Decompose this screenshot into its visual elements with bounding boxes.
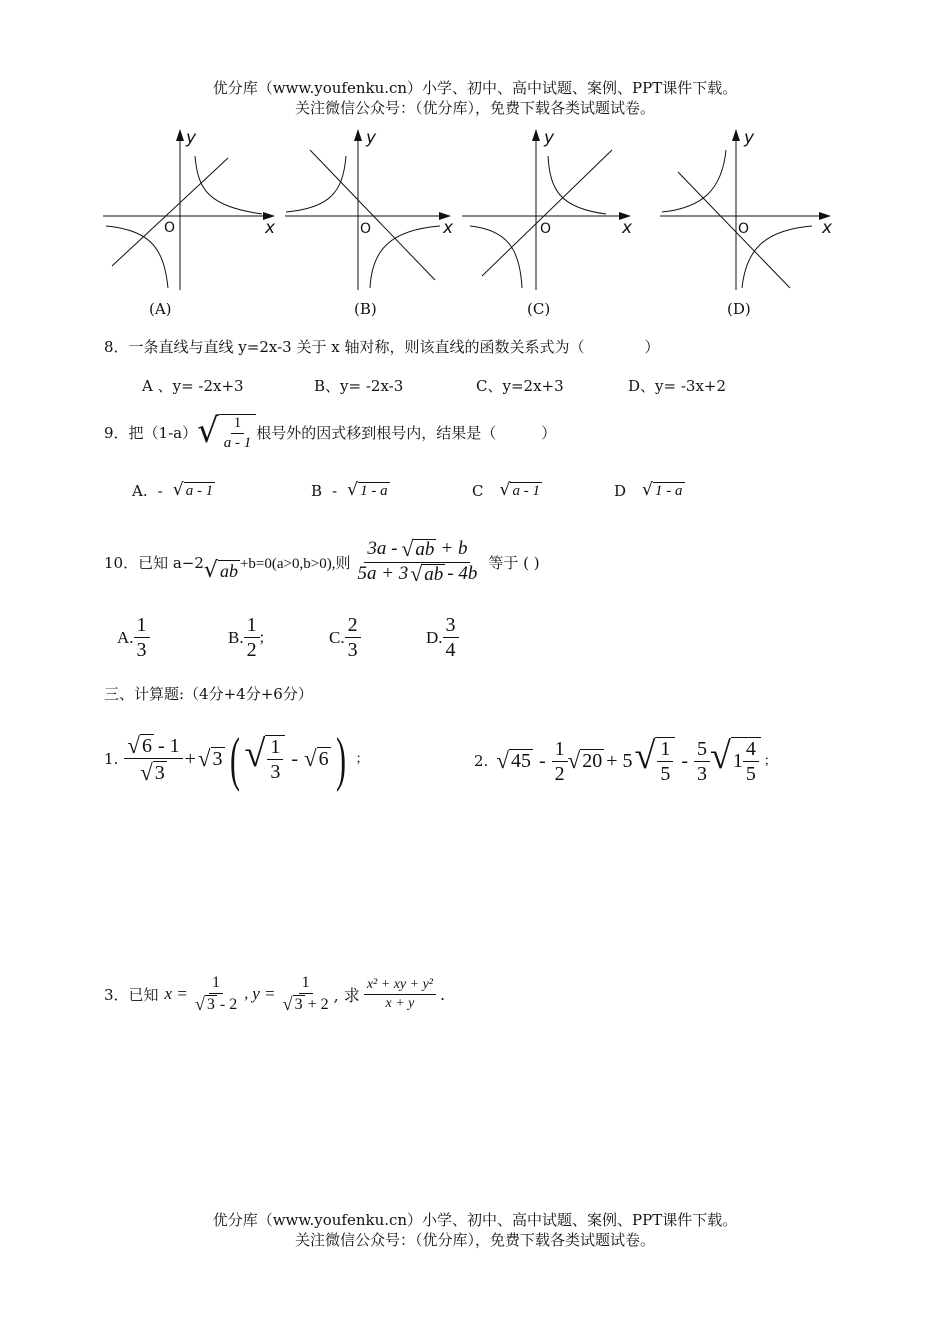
graph-a-origin: O: [164, 220, 176, 236]
problem-2: 2. √ 45 - $\frac{1}{2}$ √ 20 + 5 √ $\frac{1}{5}$ - $\frac{5}{3}$ √ 1 $\frac{4}{5}$ ;: [474, 735, 769, 785]
graph-c-origin: O: [540, 221, 552, 237]
problem-2-f-den: 5: [660, 763, 671, 785]
q10-option-d-den: 4: [445, 639, 456, 661]
problem-2-mixed-whole: 1: [732, 750, 743, 772]
problem-2-half-num: 1: [552, 738, 568, 762]
problem-1-rad6: 6: [318, 748, 329, 770]
q10-stem: 10．已知 a−2 √ ab +b=0(a>0,b>0),则 3a - √ ab + b 5a + 3 √ ab - 4b 等于 ( ): [104, 536, 540, 586]
q10-num-b: + b: [440, 538, 468, 560]
q8-option-b: B、y= -2x-3: [314, 377, 404, 395]
problem-3-expr-num: x² + xy + y²: [364, 977, 436, 994]
problem-3-end: .: [440, 984, 446, 1004]
graph-b-y-label: y: [366, 128, 377, 148]
q9-option-a-sign: -: [157, 482, 163, 500]
q10-option-a-den: 3: [136, 639, 147, 661]
problem-2-plus5: + 5: [606, 749, 633, 772]
graph-d-origin: O: [738, 221, 750, 237]
q8-option-c: C、y=2x+3: [476, 377, 564, 395]
q9-option-d-label: D: [614, 482, 627, 500]
problem-3-x-var: x =: [164, 984, 188, 1003]
problem-2-r20: 20: [582, 750, 603, 772]
q10-option-d: [426, 614, 459, 661]
problem-1-inner-den: 3: [270, 761, 281, 783]
graph-c-line: [482, 150, 612, 276]
q9-option-b-label: B: [311, 482, 323, 500]
graph-b: [285, 130, 450, 290]
graph-d-curve-2: [742, 226, 812, 288]
q10-radicand: ab: [219, 561, 238, 581]
graph-d-x-label: x: [822, 218, 833, 238]
graph-a-curve-2: [106, 226, 168, 288]
problem-1: 1. √ 6 - 1 √ 3 + √ 3 ( √ $\frac{1}{3}$ - √ 6 ) ;: [104, 726, 361, 792]
q10-fraction: 3a - √ ab + b 5a + 3 √ ab - 4b: [357, 536, 478, 586]
q9-frac-num: 1: [231, 415, 245, 434]
graph-c-x-label: x: [622, 218, 633, 238]
q10-middle: +b=0(a>0,b>0),则: [239, 555, 351, 572]
q10-option-c-label: C.: [329, 627, 345, 647]
q10-option-b-num: 1: [244, 614, 260, 638]
graph-a-label: (A): [149, 300, 172, 318]
q8-option-a: A 、y= -2x+3: [142, 377, 244, 395]
q9-option-b-radicand: 1 - a: [360, 483, 388, 499]
problem-2-r45: 45: [510, 750, 531, 772]
q9-frac-den: a - 1: [223, 434, 252, 451]
problem-3-y-den-tail: + 2: [307, 995, 329, 1013]
problem-1-minus: -: [291, 747, 299, 770]
problem-3-label: 3．已知: [104, 985, 159, 1004]
problem-3-x-den-tail: - 2: [219, 995, 238, 1013]
q10-option-c: [329, 614, 361, 661]
graph-d-line: [678, 172, 790, 288]
q10-option-b-label: B.: [228, 627, 244, 647]
problem-1-num-tail: - 1: [157, 734, 180, 757]
q9-radical: √ $\frac{1}{a - 1}$: [197, 414, 256, 451]
graph-b-label: (B): [354, 300, 377, 318]
problem-3: 3．已知 x = 1 √ 3 - 2 , y = 1 √ 3 + 2 , 求 $\frac{\text{x² + xy + y²}}{x + y}$ .: [104, 974, 446, 1014]
graph-c: [462, 130, 630, 290]
q10-den-rad: ab: [424, 563, 444, 585]
graph-d-y-label: y: [744, 128, 755, 148]
problem-1-label: 1.: [104, 750, 119, 768]
graph-d-label: (D): [727, 300, 751, 318]
problem-3-seek: , 求: [333, 985, 360, 1005]
problem-1-den-rad: 3: [154, 761, 165, 784]
q10-option-d-num: 3: [443, 614, 459, 638]
graph-d: [660, 130, 830, 290]
problem-2-minus-1: -: [538, 749, 546, 772]
q10-num-rad: ab: [415, 538, 435, 560]
header-line-2: 关注微信公众号：（优分库），免费下载各类试题试卷。: [294, 99, 655, 117]
q8-option-d: D、y= -3x+2: [628, 377, 727, 395]
problem-1-inner-num: 1: [267, 736, 283, 760]
q10-num-a: 3a -: [367, 538, 398, 560]
q10-option-a-label: A.: [117, 627, 134, 647]
graph-a-curve-1: [195, 156, 262, 214]
q10-prefix: 10．已知 a−2: [104, 553, 204, 572]
q9-option-a-label: A.: [132, 482, 148, 500]
q9-option-c-label: C: [472, 482, 484, 500]
q9-option-b-sign: -: [332, 482, 338, 500]
problem-3-x-num: 1: [209, 974, 223, 994]
problem-2-mixed-den: 5: [745, 763, 756, 785]
graph-b-curve-2: [370, 226, 440, 288]
problem-3-y-den-rad: 3: [294, 996, 303, 1013]
problem-2-end: ;: [764, 753, 769, 768]
header-line-1: 优分库（www.youfenku.cn）小学、初中、高中试题、案例、PPT课件下载。: [212, 79, 738, 97]
graph-b-x-label: x: [443, 218, 454, 238]
problem-2-mixed-num: 4: [743, 738, 759, 762]
q9-stem: [104, 411, 557, 451]
graph-b-curve-1: [286, 156, 346, 212]
q10-option-d-label: D.: [426, 627, 443, 647]
q10-option-c-den: 3: [347, 639, 358, 661]
problem-2-label: 2.: [474, 752, 489, 770]
section-3-title: 三、计算题:（4分+4分+6分）: [104, 685, 313, 703]
graph-d-curve-1: [662, 150, 726, 212]
problem-1-plus: +: [184, 747, 196, 770]
graph-c-curve-2: [470, 226, 522, 288]
q9-suffix: 根号外的因式移到根号内，结果是（ ）: [256, 424, 557, 442]
q10-option-b-tail: ;: [259, 628, 265, 646]
graph-a-x-label: x: [265, 218, 276, 238]
q9-option-a-radicand: a - 1: [185, 483, 214, 499]
graph-b-origin: O: [360, 221, 372, 237]
problem-2-half-den: 2: [554, 762, 565, 785]
problem-3-expr-den: x + y: [385, 995, 415, 1011]
q9-option-c: C √ a - 1: [472, 480, 540, 500]
graph-options: [0, 120, 950, 330]
footer-line-2: 关注微信公众号：（优分库），免费下载各类试题试卷。: [294, 1231, 655, 1249]
problem-3-y-var: y =: [252, 984, 276, 1003]
q9-option-c-radicand: a - 1: [512, 483, 540, 499]
problem-2-g-num: 5: [694, 738, 710, 762]
q10-den-b: - 4b: [447, 563, 478, 584]
q9-option-a: A. - √ a - 1: [132, 480, 214, 500]
graph-c-y-label: y: [544, 128, 555, 148]
q10-option-b-den: 2: [246, 639, 257, 661]
q10-option-a: [117, 614, 150, 661]
q9-option-d: D √ 1 - a: [614, 480, 683, 500]
q10-option-b: [228, 614, 264, 661]
problem-2-f-num: 1: [657, 738, 673, 762]
graph-a: [103, 130, 274, 290]
graph-a-line: [112, 158, 228, 266]
problem-2-minus-2: -: [681, 749, 689, 772]
q9-option-b: B - √ 1 - a: [311, 480, 388, 500]
q10-option-a-num: 1: [134, 614, 150, 638]
problem-2-g-den: 3: [697, 762, 708, 785]
q10-den-a: 5a + 3: [357, 563, 409, 584]
problem-3-x-den-rad: 3: [206, 996, 215, 1013]
problem-1-num-rad: 6: [141, 735, 152, 758]
graph-a-y-label: y: [186, 128, 197, 148]
problem-1-rad3: 3: [212, 748, 223, 770]
problem-1-end: ;: [356, 751, 361, 766]
graph-c-label: (C): [527, 300, 551, 318]
q10-option-c-num: 2: [345, 614, 361, 638]
q10-suffix: 等于 ( ): [488, 553, 540, 572]
q9-option-d-radicand: 1 - a: [655, 483, 683, 499]
problem-3-comma: ,: [244, 985, 249, 1002]
q9-prefix: 9．把（1-a）: [104, 424, 198, 442]
q8-stem: 8．一条直线与直线 y=2x-3 关于 x 轴对称，则该直线的函数关系式为（ ）: [104, 338, 660, 356]
footer-line-1: 优分库（www.youfenku.cn）小学、初中、高中试题、案例、PPT课件下载。: [212, 1211, 738, 1229]
graph-b-line: [310, 150, 435, 280]
problem-3-y-num: 1: [299, 974, 313, 994]
